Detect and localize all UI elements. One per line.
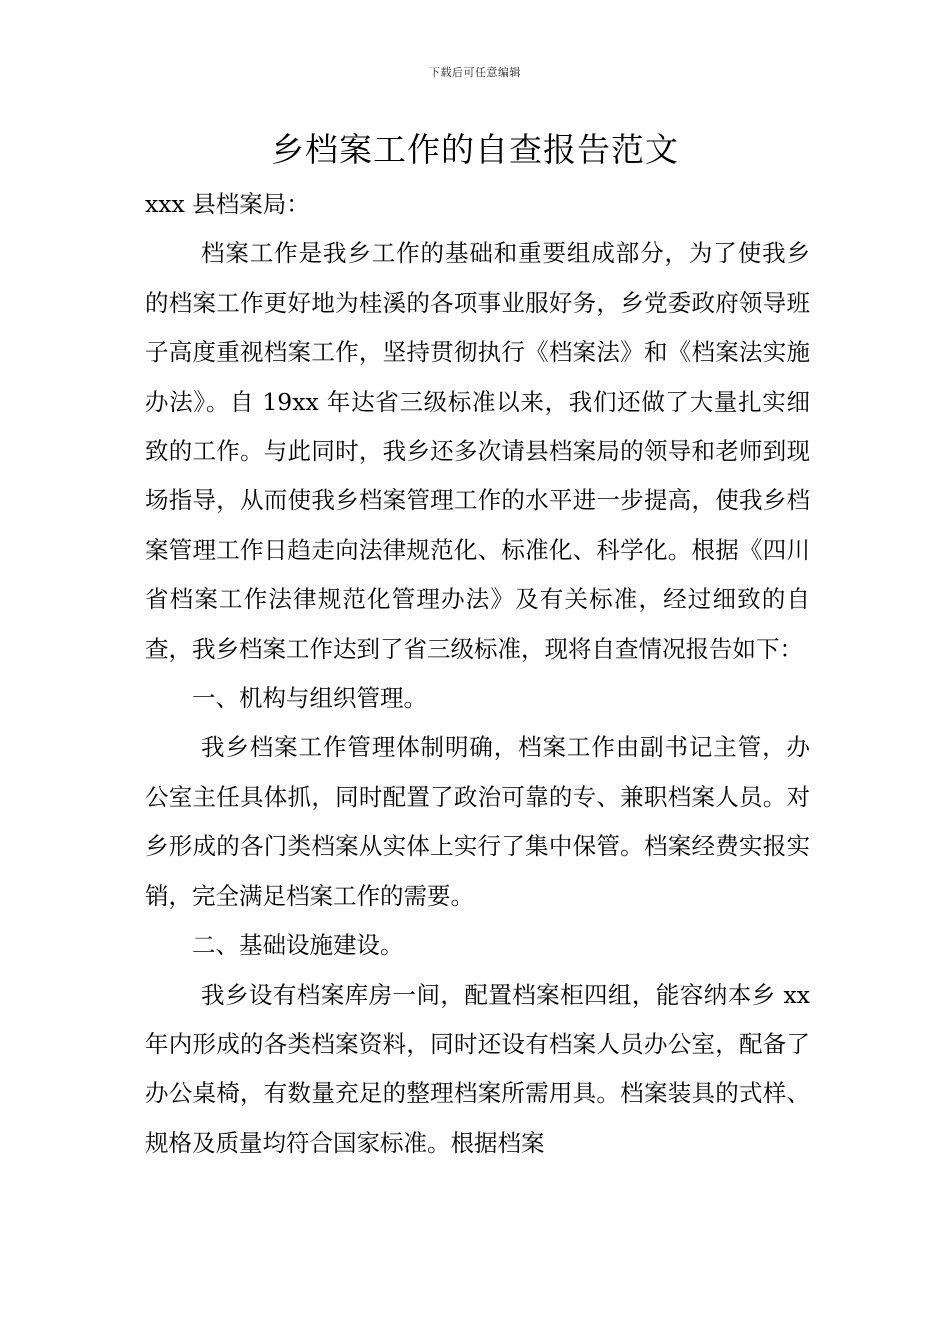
document-title: 乡档案工作的自查报告范文 <box>271 130 679 169</box>
section-heading-1: 一、机构与组织管理。 <box>192 684 427 713</box>
salutation: xxx 县档案局： <box>145 190 310 218</box>
paragraph-organization: 我乡档案工作管理体制明确，档案工作由副书记主管，办公室主任具体抓，同时配置了政治可靠的专、兼职档案人员。对乡形成的各门类档案从实体上实行了集中保管。档案经费实报实销，完全满足档案工作的需要。 <box>145 733 810 910</box>
header-note: 下载后可任意编辑 <box>429 66 521 79</box>
section-heading-2: 二、基础设施建设。 <box>192 931 404 960</box>
paragraph-infrastructure: 我乡设有档案库房一间，配置档案柜四组，能容纳本乡 xx 年内形成的各类档案资料，同时还设有档案人员办公室，配备了办公桌椅，有数量充足的整理档案所需用具。档案装具的式样、规格及质量均符合国家标准。根据档案 <box>145 980 810 1157</box>
document-body <box>145 180 810 1168</box>
paragraph-intro: 档案工作是我乡工作的基础和重要组成部分，为了使我乡的档案工作更好地为桂溪的各项事业服好务，乡党委政府领导班子高度重视档案工作，坚持贯彻执行《档案法》和《档案法实施办法》。自 19xx 年达省三级标准以来，我们还做了大量扎实细致的工作。与此同时，我乡还多次请县档案局的领导和老师到现场指导，从而使我乡档案管理工作的水平进一步提高，使我乡档案管理工作日趋走向法律规范化、标准化、科学化。根据《四川省档案工作法律规范化管理办法》及有关标准，经过细致的自查，我乡档案工作达到了省三级标准，现将自查情况报告如下： <box>145 239 810 663</box>
